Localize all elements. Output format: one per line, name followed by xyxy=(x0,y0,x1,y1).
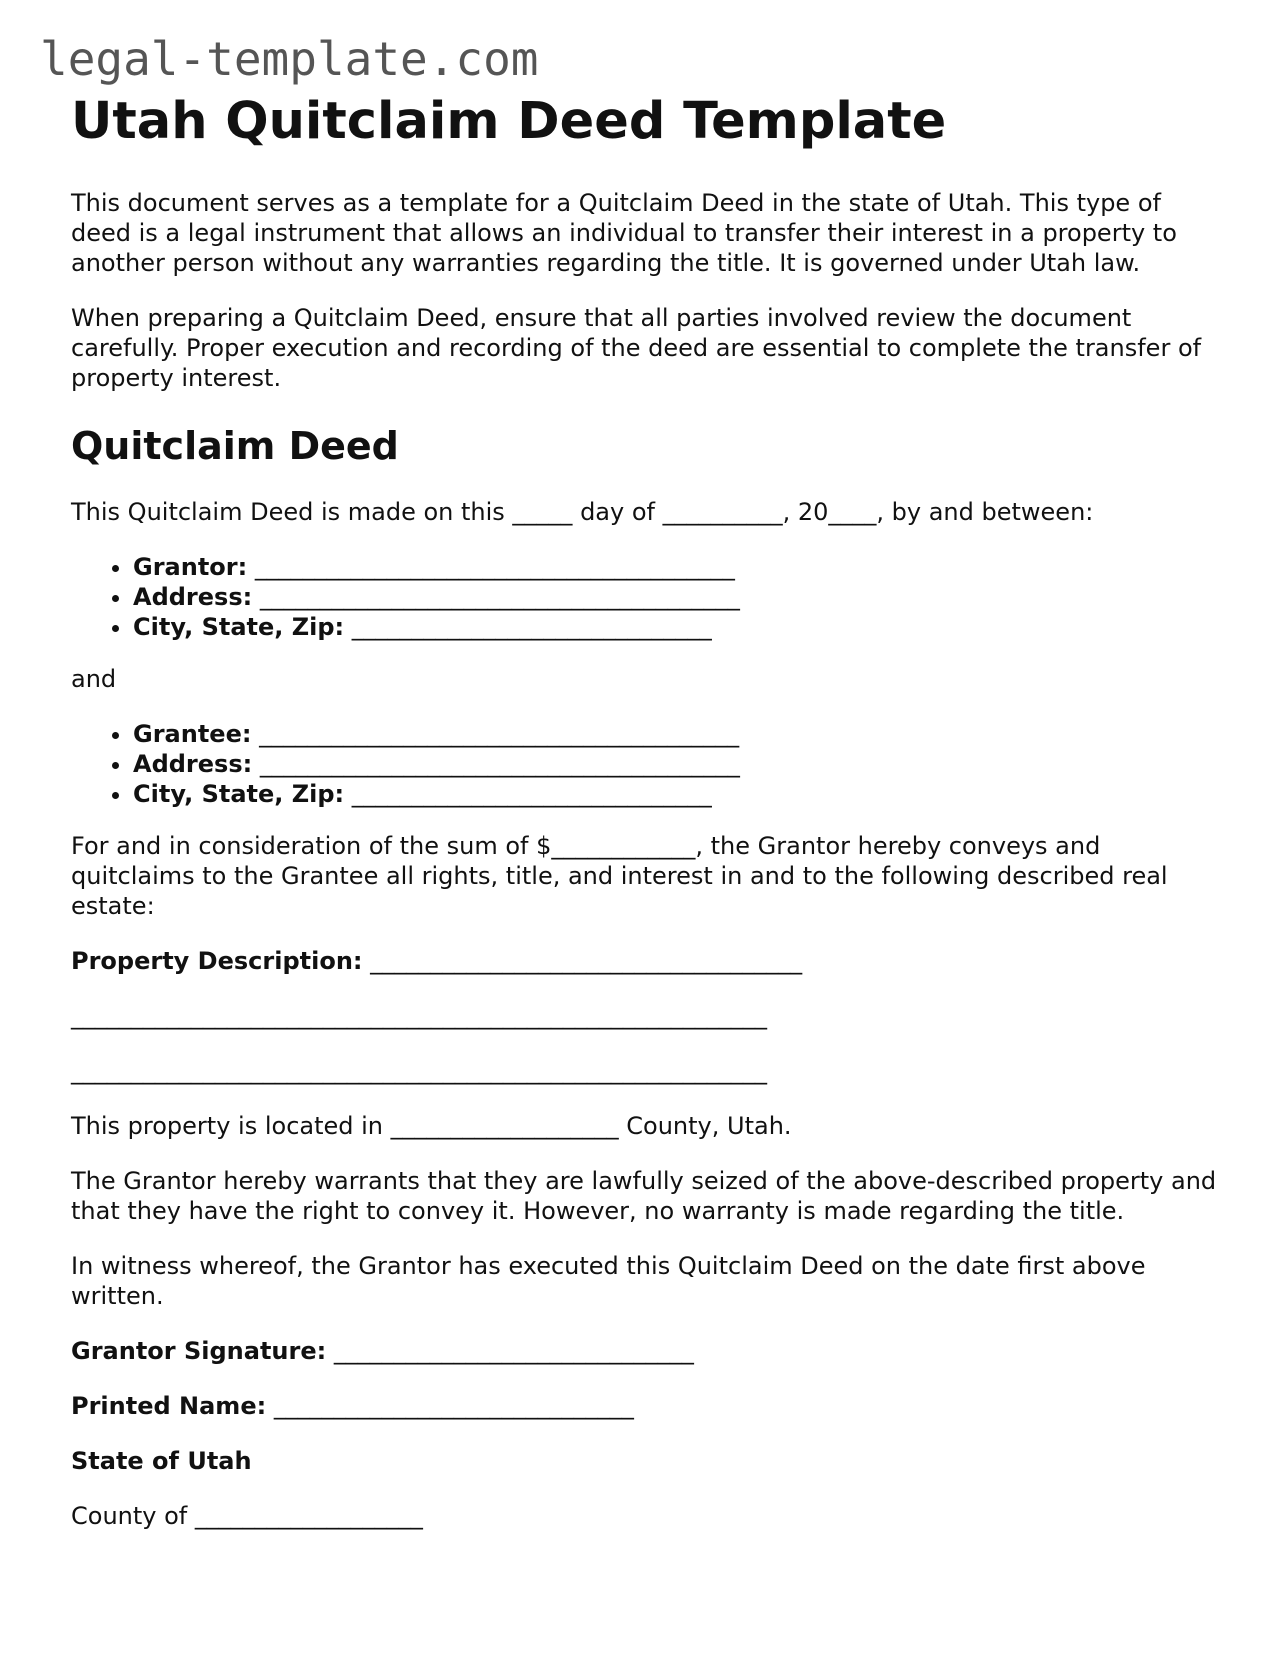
grantor-name-item xyxy=(133,552,1221,582)
field-label: Address: xyxy=(133,583,253,611)
warrants-paragraph: The Grantor hereby warrants that they are lawfully seized of the above-described property and that they have the right to convey it. However, no warranty is made regarding the title. xyxy=(71,1167,1217,1225)
watermark-logo: legal-template.com xyxy=(40,32,539,86)
grantee-city-item xyxy=(133,779,1221,809)
property-description-label: Property Description: xyxy=(71,947,363,975)
document-title: Utah Quitclaim Deed Template xyxy=(71,92,947,151)
grantor-address-item xyxy=(133,582,1221,612)
signature-label: Grantor Signature: xyxy=(71,1337,327,1365)
grantor-signature-line xyxy=(71,1336,1221,1366)
field-blank: ______________________________ xyxy=(351,780,712,808)
property-description-blank-3: __________________________________________________________ xyxy=(71,1057,767,1085)
field-blank: ______________________________ xyxy=(333,1337,694,1365)
field-blank: ________________________________________ xyxy=(254,553,735,581)
intro-paragraph-2: When preparing a Quitclaim Deed, ensure that all parties involved review the document carefully. Proper execution and recording of the deed are essential to complete the transfer of property interest. xyxy=(71,304,1202,392)
printed-name-line xyxy=(71,1391,1221,1421)
grantee-address-item xyxy=(133,749,1221,779)
printed-name-label: Printed Name: xyxy=(71,1392,267,1420)
document-page xyxy=(71,90,1221,1556)
field-label: Grantor: xyxy=(133,553,248,581)
county-of-line: County of ___________________ xyxy=(71,1502,423,1530)
and-text: and xyxy=(71,665,117,693)
field-blank: ____________________________________ xyxy=(370,947,803,975)
field-blank: ______________________________ xyxy=(273,1392,634,1420)
property-description-line xyxy=(71,946,1221,976)
field-blank: ________________________________________ xyxy=(259,750,740,778)
made-on-paragraph: This Quitclaim Deed is made on this _____ day of __________, 20____, by and between: xyxy=(71,498,1094,526)
grantor-list xyxy=(71,552,1221,642)
field-label: City, State, Zip: xyxy=(133,613,345,641)
grantor-city-item xyxy=(133,612,1221,642)
field-label: City, State, Zip: xyxy=(133,780,345,808)
property-description-blank-2: __________________________________________________________ xyxy=(71,1002,767,1030)
intro-paragraph-1: This document serves as a template for a Quitclaim Deed in the state of Utah. This type of deed is a legal instrument that allows an individual to transfer their interest in a property to another person without any warranties regarding the title. It is governed under Utah law. xyxy=(71,189,1177,277)
grantee-list xyxy=(71,719,1221,809)
field-label: Grantee: xyxy=(133,720,252,748)
consideration-paragraph: For and in consideration of the sum of $____________, the Grantor hereby conveys and quitclaims to the Grantee all rights, title, and interest in and to the following described real estate: xyxy=(71,832,1168,920)
field-label: Address: xyxy=(133,750,253,778)
witness-paragraph: In witness whereof, the Grantor has executed this Quitclaim Deed on the date first above written. xyxy=(71,1252,1146,1310)
state-heading: State of Utah xyxy=(71,1447,252,1475)
field-blank: ________________________________________ xyxy=(259,583,740,611)
field-blank: ______________________________ xyxy=(351,613,712,641)
located-in-paragraph: This property is located in ___________________ County, Utah. xyxy=(71,1112,792,1140)
section-heading: Quitclaim Deed xyxy=(71,424,399,468)
field-blank: ________________________________________ xyxy=(259,720,740,748)
grantee-name-item xyxy=(133,719,1221,749)
